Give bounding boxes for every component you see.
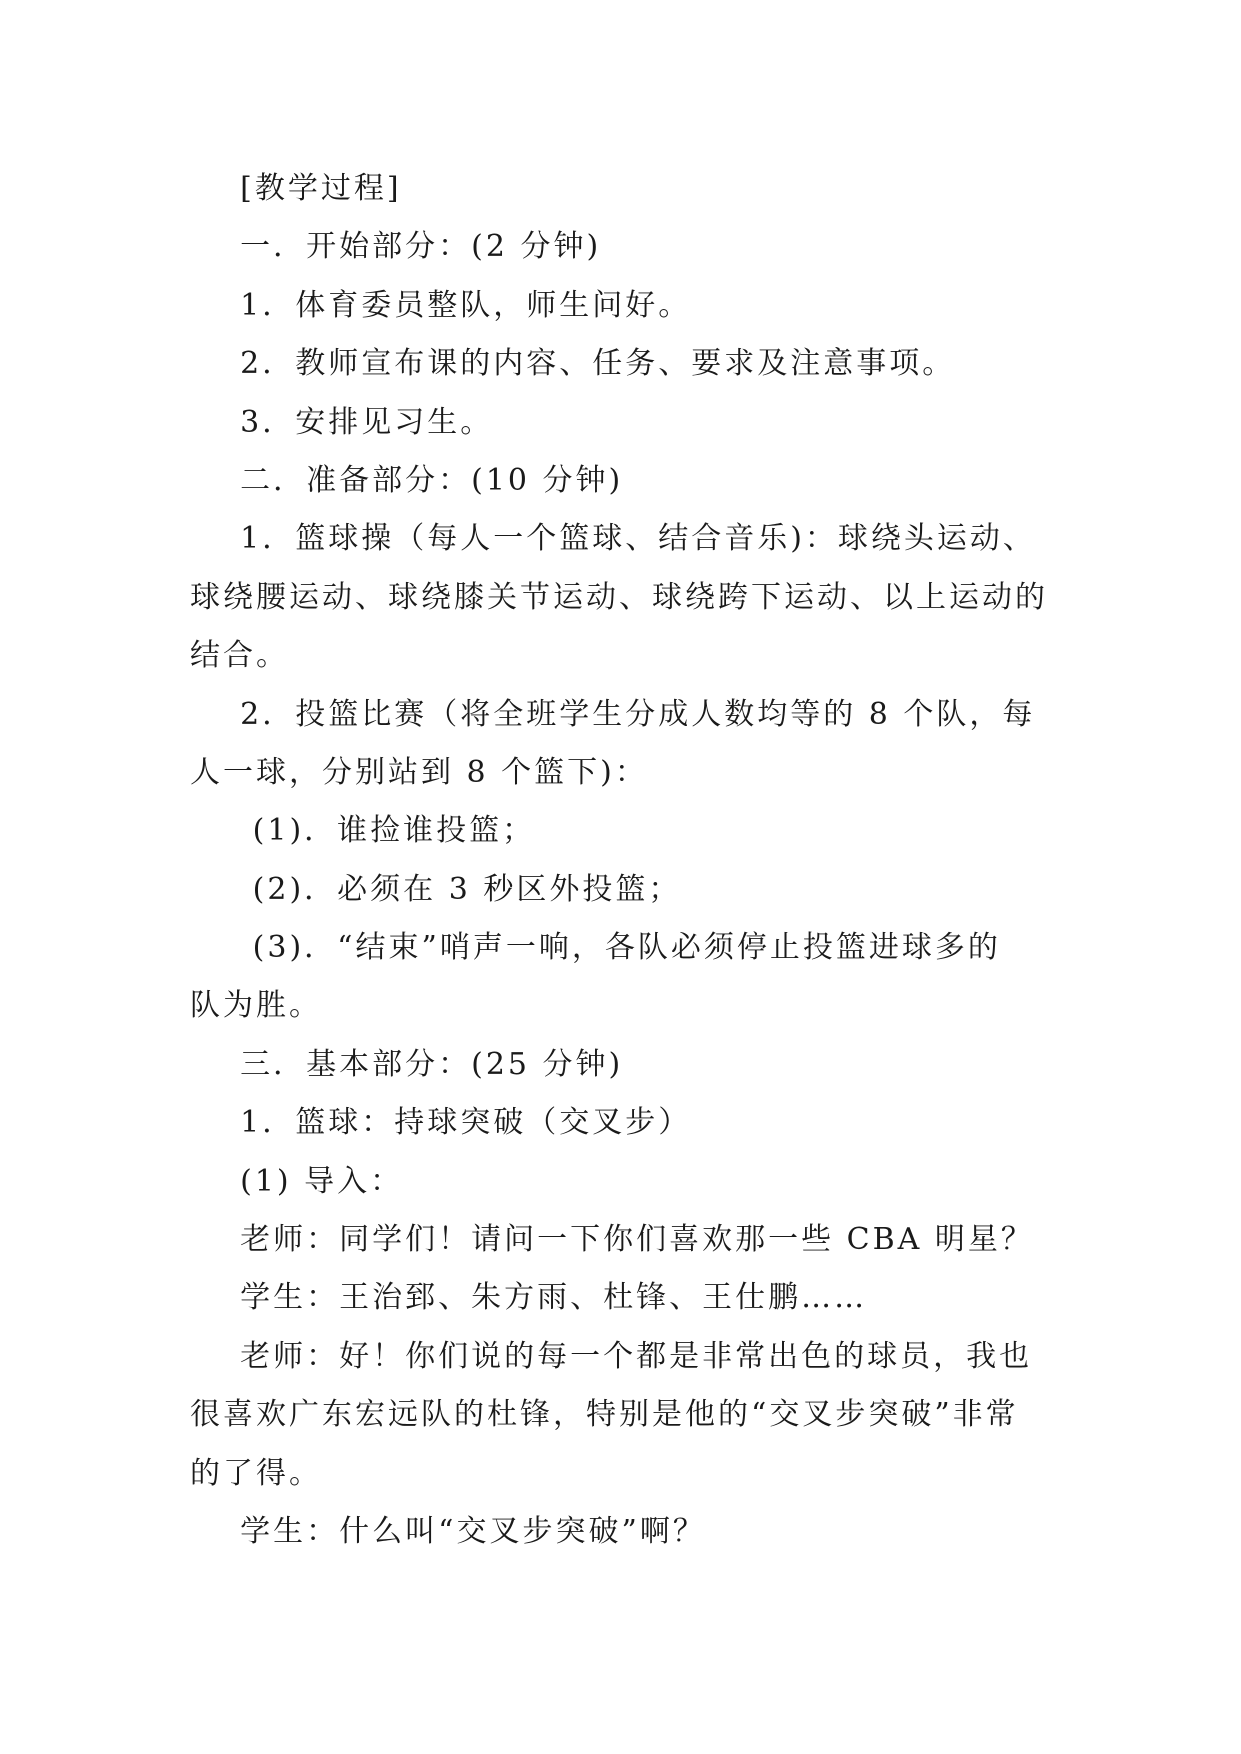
paragraph-line: 人一球，分别站到 8 个篮下)： [190,754,648,790]
section-heading-preparation: 二．准备部分：(10 分钟) [190,462,624,498]
sub-list-item: (1)．谁捡谁投篮； [190,813,536,849]
dialogue-line: 学生：什么叫“交叉步突破”啊？ [190,1513,706,1549]
paragraph-line: 球绕腰运动、球绕膝关节运动、球绕跨下运动、以上运动的 [190,579,1048,615]
dialogue-line: 的了得。 [190,1455,322,1491]
section-heading-basic: 三．基本部分：(25 分钟) [190,1046,624,1082]
sub-list-item: (1) 导入： [190,1163,404,1199]
dialogue-line: 老师：同学们！请问一下你们喜欢那一些 CBA 明星？ [190,1222,1034,1258]
dialogue-line: 学生：王治郅、朱方雨、杜锋、王仕鹏…… [190,1280,868,1316]
sub-list-item: (3)．“结束”哨声一响，各队必须停止投篮进球多的 [190,930,1001,966]
paragraph-line: 队为胜。 [190,988,322,1024]
document-body [190,160,1060,1561]
list-item: 2．教师宣布课的内容、任务、要求及注意事项。 [190,346,956,382]
dialogue-line: 很喜欢广东宏远队的杜锋，特别是他的“交叉步突破”非常 [190,1397,1019,1433]
section-heading-opening: 一．开始部分：(2 分钟) [190,229,602,265]
paragraph-line: 1．篮球操（每人一个篮球、结合音乐)：球绕头运动、 [190,521,1036,557]
paragraph-line: 2．投篮比赛（将全班学生分成人数均等的 8 个队，每 [190,696,1036,732]
paragraph-line: 结合。 [190,638,289,674]
dialogue-line: 老师：好！你们说的每一个都是非常出色的球员，我也 [190,1338,1033,1374]
sub-list-item: (2)．必须在 3 秒区外投篮； [190,871,682,907]
section-heading-teaching-process: [教学过程] [190,171,402,206]
list-item: 3．安排见习生。 [190,404,494,440]
list-item: 1．篮球：持球突破（交叉步） [190,1105,692,1141]
list-item: 1．体育委员整队，师生问好。 [190,287,692,323]
